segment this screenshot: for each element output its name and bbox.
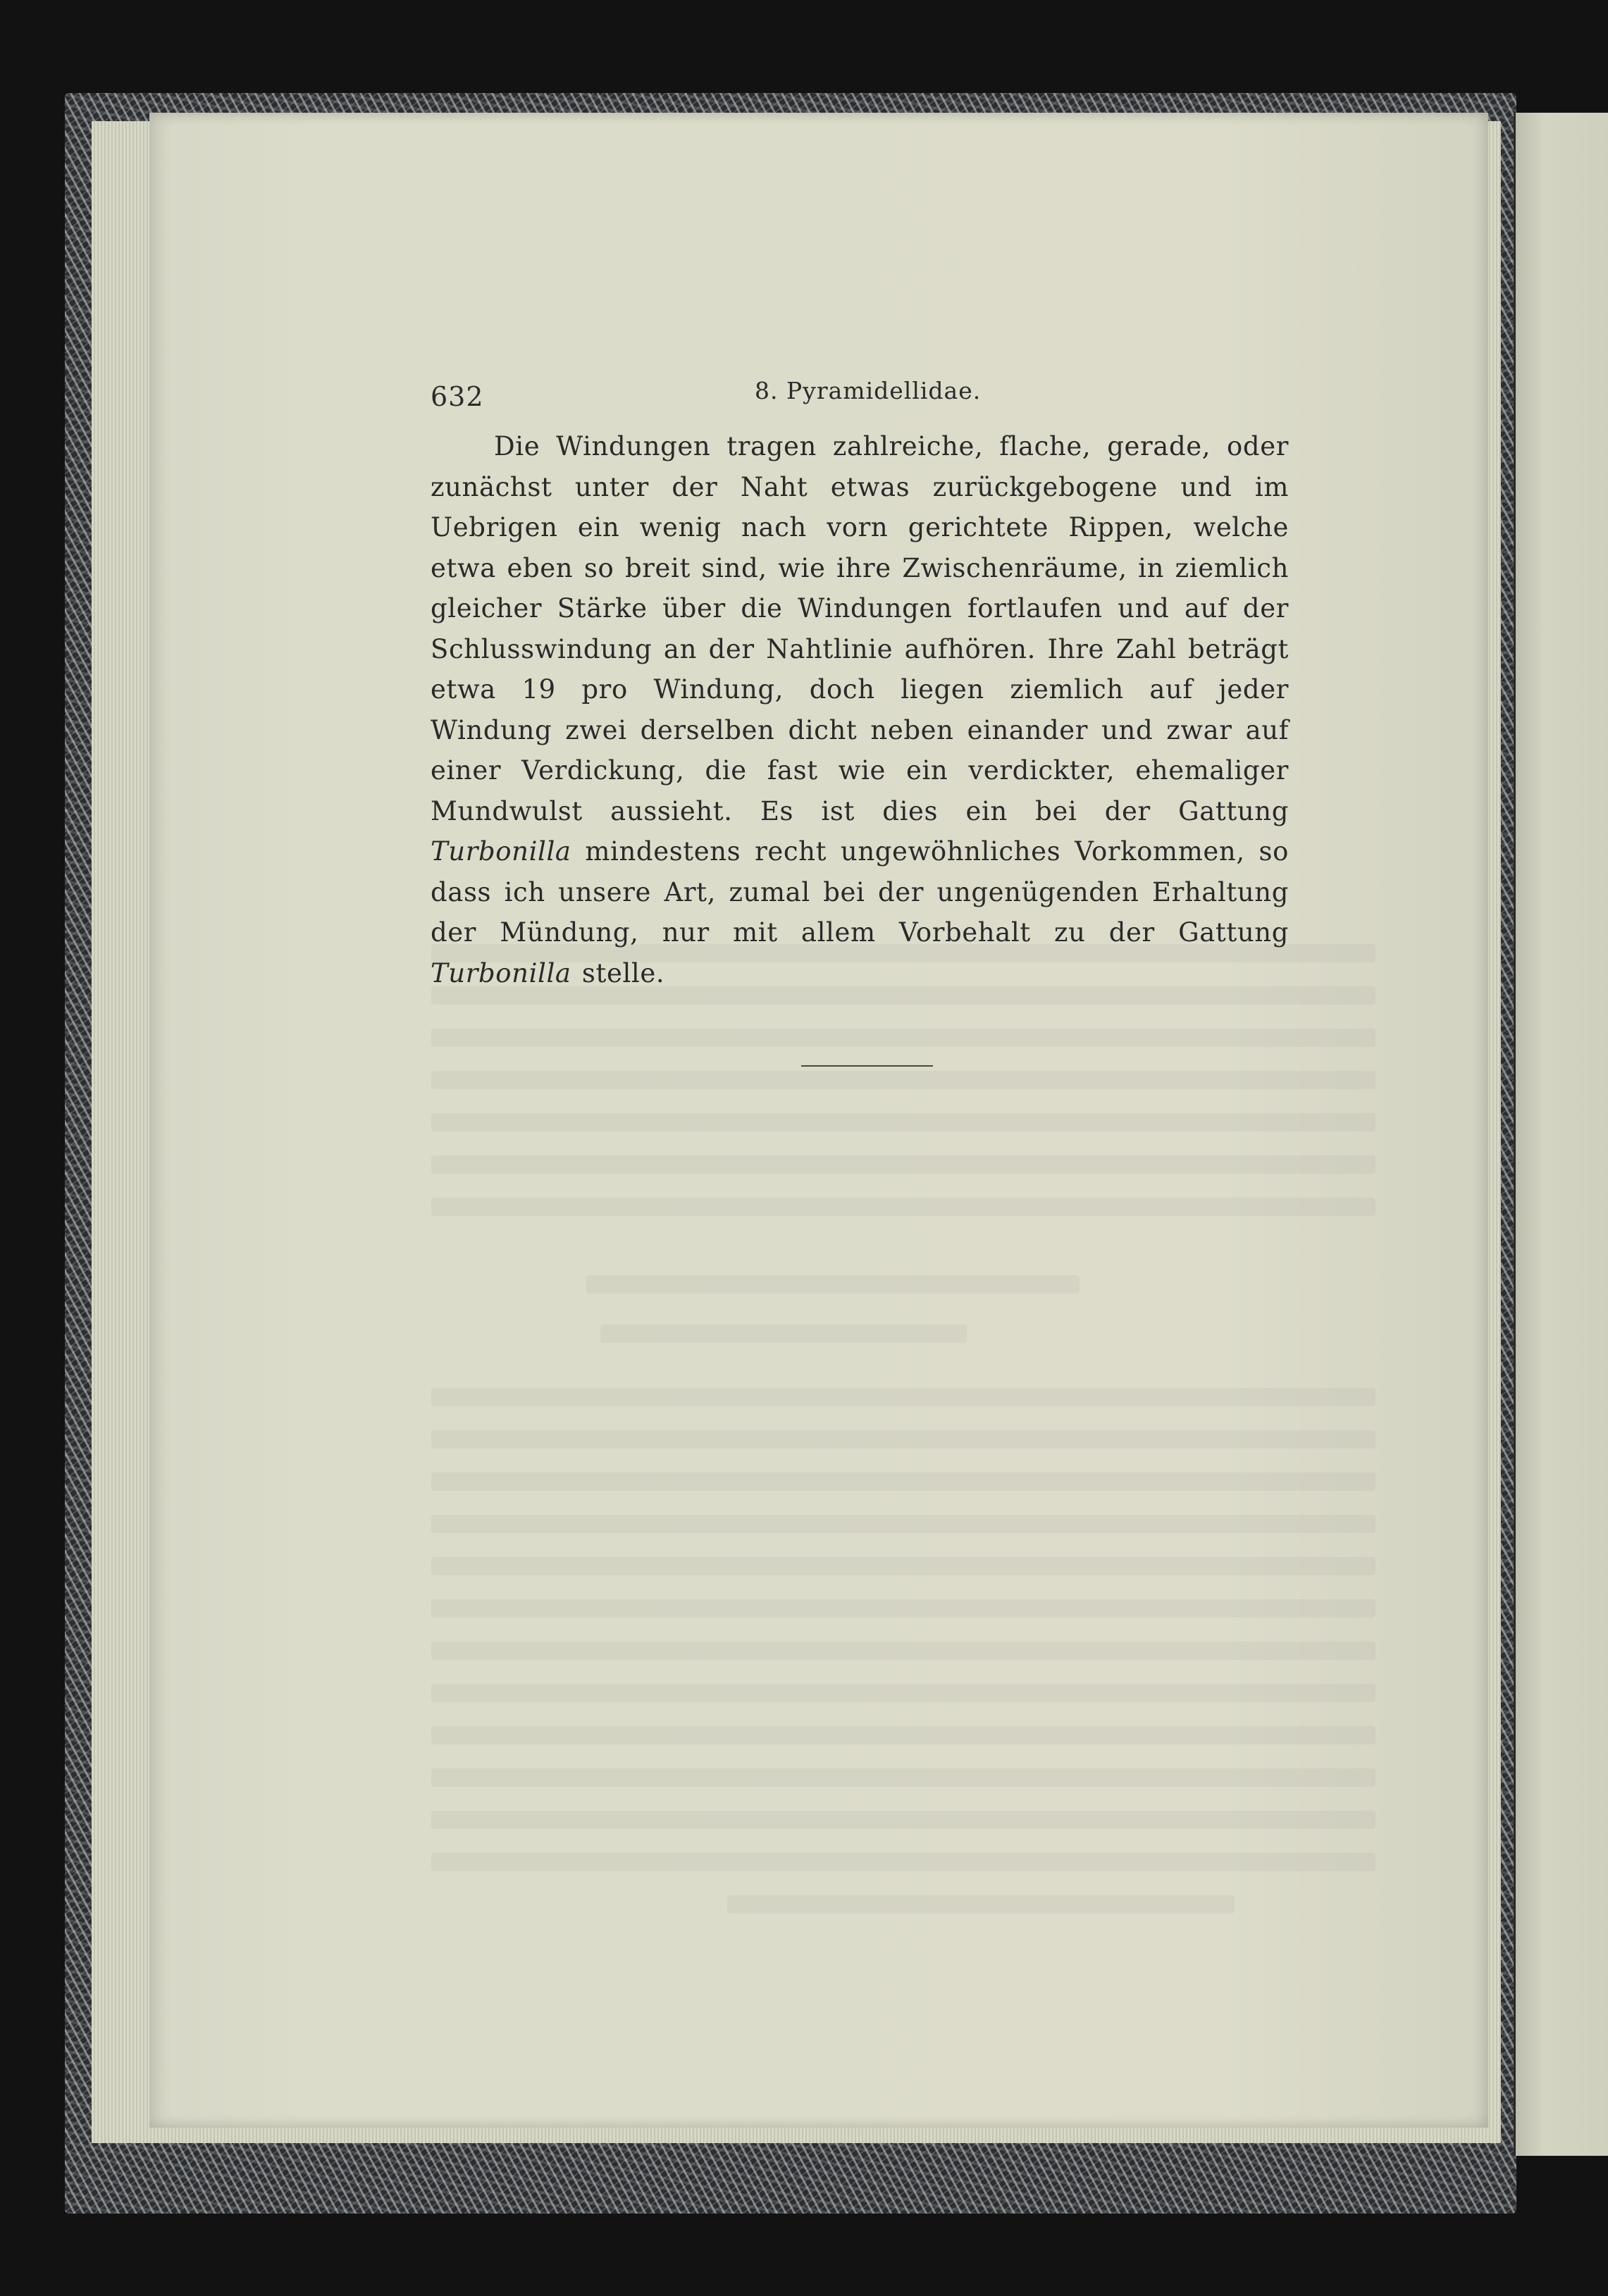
bleed-through xyxy=(586,1275,1080,1293)
bleed-through xyxy=(431,1071,1375,1089)
bleed-through xyxy=(431,1811,1375,1829)
body-paragraph xyxy=(431,426,1289,993)
genus-name: Turbonilla xyxy=(431,836,571,867)
bleed-through xyxy=(431,1198,1375,1216)
bleed-through xyxy=(431,1388,1375,1406)
page-number: 632 xyxy=(431,381,484,412)
bleed-through xyxy=(600,1324,967,1343)
running-head: 8. Pyramidellidae. xyxy=(755,377,982,404)
bleed-through xyxy=(431,1599,1375,1618)
bleed-through xyxy=(431,1557,1375,1575)
bleed-through xyxy=(431,1684,1375,1702)
bleed-through xyxy=(431,1472,1375,1491)
bleed-through xyxy=(431,1515,1375,1533)
genus-name: Turbonilla xyxy=(431,957,571,988)
bleed-through xyxy=(431,1853,1375,1871)
bleed-through xyxy=(727,1895,1235,1913)
section-divider xyxy=(801,1065,933,1067)
adjacent-page xyxy=(1514,113,1608,2156)
book-page xyxy=(149,113,1488,2128)
bleed-through xyxy=(431,1642,1375,1660)
body-text-segment: Die Windungen tragen zahlreiche, flache, gerade, oder zunächst unter der Naht etwas zurückgebogene und im Uebrigen ein wenig nach vorn gerichtete Rippen, welche etwa eben so breit sind, wie ihre Zwischenräume, in ziemlich gleicher Stärke über die Windungen fortlaufen und auf der Schlusswindung an der Nahtlinie aufhören. Ihre Zahl beträgt etwa 19 pro Windung, doch liegen ziemlich auf jeder Windung zwei derselben dicht neben einander und zwar auf einer Verdickung, die fast wie ein verdickter, ehemaliger Mundwulst aussieht. Es ist dies ein bei der Gattung xyxy=(431,431,1289,826)
bleed-through xyxy=(431,1768,1375,1787)
page-header xyxy=(431,377,1289,412)
body-text-segment: stelle. xyxy=(571,957,665,988)
body-text-segment: mindestens recht ungewöhnliches Vorkommen, so dass ich unsere Art, zumal bei der ungenügenden Erhaltung der Mündung, nur mit allem Vorbehalt zu der Gattung xyxy=(431,836,1289,948)
bleed-through xyxy=(431,1155,1375,1174)
bleed-through xyxy=(431,1430,1375,1448)
bleed-through xyxy=(431,1029,1375,1047)
bleed-through xyxy=(431,1726,1375,1744)
bleed-through xyxy=(431,1113,1375,1131)
